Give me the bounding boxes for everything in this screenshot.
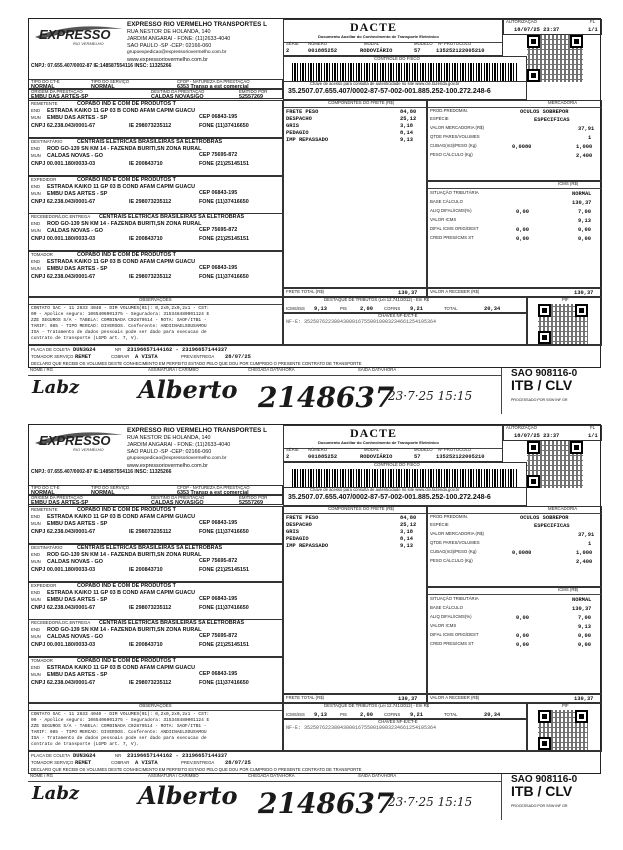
tomador-ie: IE 298073235112 (129, 274, 172, 280)
destinatario-cnpj: CNPJ 00.001.180/0033-03 (31, 161, 96, 167)
tomador-cep: CEP 06843-195 (199, 265, 238, 271)
tributos-box: DESTAQUE DE TRIBUTOS (Lei 12.741/2012) - Em R$ ICMS/ISS 9,13 PIS 2,00 COFINS 9,21 TOTAL 20,34 (283, 297, 527, 313)
frete-item-name: FRETE PESO (286, 109, 319, 115)
tomador-mun-label: MUN (31, 672, 41, 677)
recebedor-ie: IE 200843710 (129, 642, 163, 648)
tomador-mun: EMBU DAS ARTES - SP (47, 672, 108, 678)
itb-clv-label: ITB / CLV (511, 377, 573, 393)
company-cnpj: CNPJ: 07.655.407/0002-87 IE:148587554116 INSC: 11325266 (31, 63, 172, 69)
frete-item-name: PEDAGIO (286, 130, 309, 136)
party-remetente (29, 100, 283, 138)
tomador-end: ESTRADA KAIKO 11 GP 03 B COND AFAM CAPIM GUACU (47, 665, 196, 671)
numero-value: 001885252 (308, 48, 338, 54)
party-tomador (29, 657, 283, 703)
tomador-fone: FONE (11)37416650 (199, 680, 249, 686)
recebedor-mun-label: MUN (31, 634, 41, 639)
protocolo-value: 135252122005210 (436, 454, 485, 460)
observacoes-box: OBSERVAÇÕES CONTATO SAC - 11 2633 4040 - DIM VOLUMES(01): 0,2x0,2x0,2x1 - CST: 00 - Apolice seguro: 1065406001375 - Seguradora: 315348480001124 E ZZE SEGUROS S/A - TABELA: COMBINADA C02879514 - ROTA: SAOF/ITB1 - TARIF: 085 - TIPO MERCAD: DIVERSOS. Conferente: ANDIINAELSOUSAMOU ISA - Tratamento de dados pessoais pode ser dado para execucao de contrato de transporte (LGPD art. 7, V). (29, 703, 283, 751)
remetente-cep: CEP 06843-195 (199, 520, 238, 526)
expedidor-end: ESTRADA KAIKO 11 GP 03 B COND AFAM CAPIM GUACU (47, 590, 196, 596)
company-street: RUA NESTOR DE HOLANDA, 140 (127, 435, 211, 441)
chave-box: Chave de acesso para consulta de autenticidade no site www.cte.fazenda.gov.br 35.2507.07.655.407/0002-87-57-002-001.885.252-100.272.248-6 (283, 488, 527, 506)
doc-subtitle: Documento Auxiliar do Conhecimento de Transporte Eletrônico (318, 440, 439, 445)
expedidor-cep: CEP 06843-195 (199, 596, 238, 602)
company-district: JARDIM ANGARAI - FONE: (11)2633-4040 (127, 36, 231, 42)
valor-receber-value: 130,37 (574, 290, 594, 296)
autorizacao-box: AUTORIZAÇÃO FL 18/07/25 23:37 1/1 (503, 425, 602, 441)
handwritten-mark: 23·7·25 15:15 (388, 389, 473, 403)
icms-box: ICMS (R$) SITUAÇÃO TRIBUTÁRIA NORMAL BASE CÁLCULO 130,37 ALIQ DIFAL/ICMS(%) 0,00 7,00 VALOR ICMS 9,13 DIFAL ICMS ORIG/DEST 0,00 0,00 CRED PRES/ICMS ST 0,00 0,00 (427, 587, 602, 694)
frete-item-value: 84,80 (400, 515, 417, 521)
fisco-box: CONTROLE DO FISCO (283, 56, 527, 82)
destinatario-fone: FONE (21)25145151 (199, 161, 250, 167)
handwritten-mark: 2148637 (258, 381, 395, 414)
barcode (292, 469, 518, 487)
signature-area-bottom: NOME / RG ASSINATURA / CARIMBO CHEGADA DATA/HORA SAÍDA DATA/HORA SAO 908116-0 ITB / CLV PROCESSADO POR SSW INF GR Labz Alberto 2148637 23·7·25 15:15 (30, 773, 578, 820)
frete-item-name: FRETE PESO (286, 515, 319, 521)
remetente-end: ESTRADA KAIKO 11 GP 03 B COND AFAM CAPIM GUACU (47, 514, 196, 520)
destinatario-cnpj: CNPJ 00.001.180/0033-03 (31, 567, 96, 573)
modelo-value: 57 (414, 454, 421, 460)
tomador-ie: IE 298073235112 (129, 680, 172, 686)
company-cnpj: CNPJ: 07.655.407/0002-87 IE:148587554116 INSC: 11325266 (31, 469, 172, 475)
destinatario-label: DESTINATÁRIO (31, 545, 63, 550)
remetente-mun-label: MUN (31, 521, 41, 526)
expedidor-end-label: END (31, 590, 41, 595)
recebedor-cep: CEP 75695-872 (199, 633, 238, 639)
destinatario-name: CENTRAIS ELETRICAS BRASILEIRAS SA ELETROBRAS (77, 545, 223, 551)
destinatario-label: DESTINATÁRIO (31, 139, 63, 144)
recebedor-label: RECEBEDOR/LOC.ENTREGA (31, 214, 91, 219)
company-name: EXPRESSO RIO VERMELHO TRANSPORTES L (127, 427, 267, 434)
valor-receber: VALOR A RECEBER (R$) 130,37 (427, 288, 602, 297)
frete-item-value: 8,14 (400, 130, 413, 136)
tomador-name: COPABO IND E COM DE PRODUTOS T (77, 658, 176, 664)
remetente-name: COPABO IND E COM DE PRODUTOS T (77, 101, 176, 107)
tomador-label: TOMADOR (31, 658, 53, 663)
frete-item-name: DESPACHO (286, 522, 312, 528)
nfe-key: 35250762238043000167550010003234661254105364 (304, 319, 437, 325)
svg-text:EXPRESSO: EXPRESSO (39, 433, 111, 448)
placa-coleta: DUN3G24 (73, 753, 96, 759)
service-row-2: ORIGEM DA PRESTAÇÃO EMBU DAS ARTES-SP DESTINO DA PRESTAÇÃO CALDAS NOVAS/GO EMITIDO POR 52557269 (29, 89, 283, 99)
expedidor-mun: EMBU DAS ARTES - SP (47, 597, 108, 603)
modal-value: RODOVIÁRIO (360, 454, 393, 460)
protocolo-value: 135252122005210 (436, 48, 485, 54)
recebedor-mun: CALDAS NOVAS - GO (47, 228, 103, 234)
frete-item-value: 25,12 (400, 522, 417, 528)
footer-box: PLACA DE COLETA DUN3G24 NR 23196657144162 - 23196657144337 TOMADOR SERVIÇO REMET COBRAR A VISTA PREV.ENTREGA 28/07/25 DECLARO QUE RECEBI OS VOLUMES DESTE CONHECIMENTO EM PERFEITO ESTADO PELO QUE DOU POR CUMPRIDO O PRESENTE CONTRATO DE TRANSPORTE (29, 751, 602, 775)
expedidor-cnpj: CNPJ 62.238.043/0001-67 (31, 605, 96, 611)
frete-total-value: 130,37 (398, 290, 418, 296)
frete-total: FRETE TOTAL (R$) 130,37 (283, 694, 427, 703)
remetente-end-label: END (31, 108, 41, 113)
frete-total: FRETE TOTAL (R$) 130,37 (283, 288, 427, 297)
remetente-fone: FONE (11)37416650 (199, 529, 249, 535)
serie-value: 2 (286, 48, 290, 54)
handwritten-mark: Alberto (138, 781, 238, 810)
frete-item-value: 3,18 (400, 529, 413, 535)
expedidor-name: COPABO IND E COM DE PRODUTOS T (77, 583, 176, 589)
frete-item-value: 84,80 (400, 109, 417, 115)
company-logo (33, 429, 125, 453)
qr-code-top (527, 441, 583, 488)
serie-value: 2 (286, 454, 290, 460)
frete-item-value: 25,12 (400, 116, 417, 122)
autorizacao-box: AUTORIZAÇÃO FL 18/07/25 23:37 1/1 (503, 19, 602, 35)
destinatario-fone: FONE (21)25145151 (199, 567, 250, 573)
company-block (29, 425, 283, 485)
chave-acesso: 35.2507.07.655.407/0002-87-57-002-001.885.252-100.272.248-6 (288, 88, 491, 95)
chave-acesso: 35.2507.07.655.407/0002-87-57-002-001.885.252-100.272.248-6 (288, 494, 491, 501)
remetente-fone: FONE (11)37416650 (199, 123, 249, 129)
remetente-cnpj: CNPJ 62.238.043/0001-67 (31, 529, 96, 535)
expedidor-name: COPABO IND E COM DE PRODUTOS T (77, 177, 176, 183)
mercadoria-box: MERCADORIA PROD.PREDOMIN. OCULOS SOBREPOR ESPÉCIE ESPECIFICAS VALOR MERCADORIA (R$) 37,91 QTDE PARES/VOLUMES 1 CUBAG(m3)/PESO (Kg) 0,0080 1,000 PESO CÁLCULO (Kg) 2,400 (427, 100, 602, 181)
expedidor-mun-label: MUN (31, 191, 41, 196)
frete-item-name: DESPACHO (286, 116, 312, 122)
expedidor-cnpj: CNPJ 62.238.043/0001-67 (31, 199, 96, 205)
prev-entrega: 28/07/25 (225, 354, 251, 360)
service-row-2: ORIGEM DA PRESTAÇÃO EMBU DAS ARTES-SP DESTINO DA PRESTAÇÃO CALDAS NOVAS/GO EMITIDO POR 52557269 (29, 495, 283, 505)
mercadoria-box: MERCADORIA PROD.PREDOMIN. OCULOS SOBREPOR ESPÉCIE ESPECIFICAS VALOR MERCADORIA (R$) 37,91 QTDE PARES/VOLUMES 1 CUBAG(m3)/PESO (Kg) 0,0080 1,000 PESO CÁLCULO (Kg) 2,400 (427, 506, 602, 587)
sao-label: SAO 908116-0 (511, 368, 578, 379)
auth-value: 18/07/25 23:37 (514, 27, 560, 33)
party-destinatario (29, 138, 283, 176)
modal-value: RODOVIÁRIO (360, 48, 393, 54)
barcode (292, 63, 518, 81)
tomador-fone: FONE (11)37416650 (199, 274, 249, 280)
auth-value: 18/07/25 23:37 (514, 433, 560, 439)
company-email: grupoexpedicao@expressoriovermelho.com.br (127, 50, 227, 55)
handwritten-mark: 2148637 (258, 787, 395, 820)
handwritten-mark: Labz (32, 783, 80, 804)
destinatario-cep: CEP 75695-872 (199, 558, 238, 564)
tomador-end-label: END (31, 665, 41, 670)
frete-total-value: 130,37 (398, 696, 418, 702)
prev-entrega: 28/07/25 (225, 760, 251, 766)
recebedor-ie: IE 200843710 (129, 236, 163, 242)
party-expedidor (29, 176, 283, 214)
service-row-1: TIPO DO CT-E NORMAL TIPO DO SERVIÇO NORMAL CFOP - NATUREZA DA PRESTAÇÃO 6353 Transp a est comercial (29, 79, 283, 89)
tomador-end-label: END (31, 259, 41, 264)
frete-item-value: 9,13 (400, 137, 413, 143)
company-site: www.expressoriovermelho.com.br (127, 57, 208, 63)
expedidor-end: ESTRADA KAIKO 11 GP 03 B COND AFAM CAPIM GUACU (47, 184, 196, 190)
observacoes-box: OBSERVAÇÕES CONTATO SAC - 11 2633 4040 - DIM VOLUMES(01): 0,2x0,2x0,2x1 - CST: 00 - Apolice seguro: 1065406001375 - Seguradora: 315348480001124 E ZZE SEGUROS S/A - TABELA: COMBINADA C02879514 - ROTA: SAOF/ITB1 - TARIF: 085 - TIPO MERCAD: DIVERSOS. Conferente: ANDIINAELSOUSAMOU ISA - Tratamento de dados pessoais pode ser dado para execucao de contrato de transporte (LGPD art. 7, V). (29, 297, 283, 345)
numero-value: 001885252 (308, 454, 338, 460)
expedidor-fone: FONE (11)37416650 (199, 605, 249, 611)
frete-item-value: 3,18 (400, 123, 413, 129)
remetente-ie: IE 298073235112 (129, 123, 172, 129)
dacte-copy-top (28, 18, 601, 368)
service-row-1: TIPO DO CT-E NORMAL TIPO DO SERVIÇO NORMAL CFOP - NATUREZA DA PRESTAÇÃO 6353 Transp a est comercial (29, 485, 283, 495)
party-recebedor (29, 213, 283, 251)
frete-item-name: PEDAGIO (286, 536, 309, 542)
recebedor-name: CENTRAIS ELETRICAS BRASILEIRAS SA ELETROBRAS (99, 214, 245, 220)
remetente-label: REMETENTE (31, 507, 58, 512)
company-district: JARDIM ANGARAI - FONE: (11)2633-4040 (127, 442, 231, 448)
frete-item-name: IMP REPASSADO (286, 543, 329, 549)
page-value: 1/1 (588, 433, 598, 439)
recebedor-cnpj: CNPJ 00.001.180/0033-03 (31, 236, 96, 242)
expedidor-cep: CEP 06843-195 (199, 190, 238, 196)
company-logo (33, 23, 125, 47)
expedidor-label: EXPEDIDOR (31, 177, 57, 182)
destinatario-ie: IE 200843710 (129, 567, 163, 573)
dacte-copy-bottom (28, 424, 601, 774)
destinatario-end: ROD GO-139 SN KM 14 - FAZENDA BURITI,SN ZONA RURAL (47, 146, 202, 152)
company-city: SAO PAULO -SP -CEP: 02166-060 (127, 43, 212, 49)
expedidor-mun: EMBU DAS ARTES - SP (47, 191, 108, 197)
company-name: EXPRESSO RIO VERMELHO TRANSPORTES L (127, 21, 267, 28)
destinatario-mun: CALDAS NOVAS - GO (47, 559, 103, 565)
expedidor-fone: FONE (11)37416650 (199, 199, 249, 205)
expedidor-end-label: END (31, 184, 41, 189)
recebedor-end-label: END (31, 627, 41, 632)
frete-box: COMPONENTES DO FRETE (R$) FRETE PESO 84,80 DESPACHO 25,12 GRIS 3,18 PEDAGIO 8,14 IMP REPASSADO 9,13 (283, 506, 427, 694)
remetente-ie: IE 298073235112 (129, 529, 172, 535)
valor-receber-value: 130,37 (574, 696, 594, 702)
company-block (29, 19, 283, 79)
expedidor-ie: IE 298073235112 (129, 199, 172, 205)
remetente-mun: EMBU DAS ARTES - SP (47, 115, 108, 121)
remetente-label: REMETENTE (31, 101, 58, 106)
destinatario-mun-label: MUN (31, 153, 41, 158)
remetente-mun: EMBU DAS ARTES - SP (47, 521, 108, 527)
destinatario-end-label: END (31, 552, 41, 557)
party-tomador (29, 251, 283, 297)
nr-value: 23196657144162 - 23196657144337 (127, 347, 228, 353)
recebedor-fone: FONE (21)25145151 (199, 642, 250, 648)
destinatario-cep: CEP 75695-872 (199, 152, 238, 158)
tomador-mun: EMBU DAS ARTES - SP (47, 266, 108, 272)
page-value: 1/1 (588, 27, 598, 33)
svg-text:RIO VERMELHO: RIO VERMELHO (73, 447, 104, 452)
destinatario-mun-label: MUN (31, 559, 41, 564)
frete-item-name: IMP REPASSADO (286, 137, 329, 143)
pif-box: PIF (527, 297, 602, 345)
qr-code-pif (538, 710, 588, 750)
expedidor-label: EXPEDIDOR (31, 583, 57, 588)
destinatario-end: ROD GO-139 SN KM 14 - FAZENDA BURITI,SN ZONA RURAL (47, 552, 202, 558)
qr-code-pif (538, 304, 588, 344)
company-city: SAO PAULO -SP -CEP: 02166-060 (127, 449, 212, 455)
recebedor-end: ROD GO-139 SN KM 14 - FAZENDA BURITI,SN ZONA RURAL (47, 221, 202, 227)
company-email: grupoexpedicao@expressoriovermelho.com.br (127, 456, 227, 461)
remetente-cep: CEP 06843-195 (199, 114, 238, 120)
tomador-end: ESTRADA KAIKO 11 GP 03 B COND AFAM CAPIM GUACU (47, 259, 196, 265)
valor-receber: VALOR A RECEBER (R$) 130,37 (427, 694, 602, 703)
handwritten-mark: Labz (32, 377, 80, 398)
remetente-name: COPABO IND E COM DE PRODUTOS T (77, 507, 176, 513)
tomador-cnpj: CNPJ 62.238.043/0001-67 (31, 274, 96, 280)
tomador-cnpj: CNPJ 62.238.043/0001-67 (31, 680, 96, 686)
remetente-cnpj: CNPJ 62.238.043/0001-67 (31, 123, 96, 129)
doc-title: DACTE (350, 426, 398, 440)
handwritten-mark: Alberto (138, 375, 238, 404)
chaves-box: CHAVES NF-E/CT-E NF-E: 35250762238043000167550010003234661254105364 (283, 719, 527, 751)
recebedor-mun-label: MUN (31, 228, 41, 233)
nr-value: 23196657144162 - 23196657144337 (127, 753, 228, 759)
party-recebedor (29, 619, 283, 657)
frete-item-value: 8,14 (400, 536, 413, 542)
recebedor-cep: CEP 75695-872 (199, 227, 238, 233)
recebedor-fone: FONE (21)25145151 (199, 236, 250, 242)
tomador-name: COPABO IND E COM DE PRODUTOS T (77, 252, 176, 258)
tributos-box: DESTAQUE DE TRIBUTOS (Lei 12.741/2012) - Em R$ ICMS/ISS 9,13 PIS 2,00 COFINS 9,21 TOTAL 20,34 (283, 703, 527, 719)
footer-box: PLACA DE COLETA DUN3G24 NR 23196657144162 - 23196657144337 TOMADOR SERVIÇO REMET COBRAR A VISTA PREV.ENTREGA 28/07/25 DECLARO QUE RECEBI OS VOLUMES DESTE CONHECIMENTO EM PERFEITO ESTADO PELO QUE DOU POR CUMPRIDO O PRESENTE CONTRATO DE TRANSPORTE (29, 345, 602, 369)
destinatario-end-label: END (31, 146, 41, 151)
doc-subtitle: Documento Auxiliar do Conhecimento de Transporte Eletrônico (318, 34, 439, 39)
frete-item-name: GRIS (286, 529, 299, 535)
recebedor-name: CENTRAIS ELETRICAS BRASILEIRAS SA ELETROBRAS (99, 620, 245, 626)
placa-coleta: DUN3G24 (73, 347, 96, 353)
chave-box: Chave de acesso para consulta de autenticidade no site www.cte.fazenda.gov.br 35.2507.07.655.407/0002-87-57-002-001.885.252-100.272.248-6 (283, 82, 527, 100)
destinatario-name: CENTRAIS ELETRICAS BRASILEIRAS SA ELETROBRAS (77, 139, 223, 145)
recebedor-mun: CALDAS NOVAS - GO (47, 634, 103, 640)
recebedor-end-label: END (31, 221, 41, 226)
fisco-box: CONTROLE DO FISCO (283, 462, 527, 488)
dacte-header: DACTE Documento Auxiliar do Conhecimento de Transporte Eletrônico SÉRIE 2 NÚMERO 001885252 MODAL RODOVIÁRIO MODELO 57 Nº PROTOCOLO 135252122005210 (283, 425, 503, 462)
destinatario-mun: CALDAS NOVAS - GO (47, 153, 103, 159)
dacte-header: DACTE Documento Auxiliar do Conhecimento de Transporte Eletrônico SÉRIE 2 NÚMERO 001885252 MODAL RODOVIÁRIO MODELO 57 Nº PROTOCOLO 135252122005210 (283, 19, 503, 56)
party-destinatario (29, 544, 283, 582)
expedidor-mun-label: MUN (31, 597, 41, 602)
icms-box: ICMS (R$) SITUAÇÃO TRIBUTÁRIA NORMAL BASE CÁLCULO 130,37 ALIQ DIFAL/ICMS(%) 0,00 7,00 VALOR ICMS 9,13 DIFAL ICMS ORIG/DEST 0,00 0,00 CRED PRES/ICMS ST 0,00 0,00 (427, 181, 602, 288)
signature-area-top: NOME / RG ASSINATURA / CARIMBO CHEGADA DATA/HORA SAÍDA DATA/HORA SAO 908116-0 ITB / CLV PROCESSADO POR SSW INF GR Labz Alberto 2148637 23·7·25 15:15 (30, 367, 578, 414)
company-street: RUA NESTOR DE HOLANDA, 140 (127, 29, 211, 35)
party-remetente (29, 506, 283, 544)
chaves-box: CHAVES NF-E/CT-E NF-E: 35250762238043000167550010003234661254105364 (283, 313, 527, 345)
frete-item-value: 9,13 (400, 543, 413, 549)
recebedor-end: ROD GO-139 SN KM 14 - FAZENDA BURITI,SN ZONA RURAL (47, 627, 202, 633)
remetente-end-label: END (31, 514, 41, 519)
remetente-end: ESTRADA KAIKO 11 GP 03 B COND AFAM CAPIM GUACU (47, 108, 196, 114)
qr-code-top (527, 35, 583, 82)
tomador-mun-label: MUN (31, 266, 41, 271)
recebedor-label: RECEBEDOR/LOC.ENTREGA (31, 620, 91, 625)
sao-label: SAO 908116-0 (511, 774, 578, 785)
destinatario-ie: IE 200843710 (129, 161, 163, 167)
svg-text:RIO VERMELHO: RIO VERMELHO (73, 41, 104, 46)
svg-text:EXPRESSO: EXPRESSO (39, 27, 111, 42)
frete-box: COMPONENTES DO FRETE (R$) FRETE PESO 84,80 DESPACHO 25,12 GRIS 3,18 PEDAGIO 8,14 IMP REPASSADO 9,13 (283, 100, 427, 288)
recebedor-cnpj: CNPJ 00.001.180/0033-03 (31, 642, 96, 648)
doc-title: DACTE (350, 20, 398, 34)
tomador-cep: CEP 06843-195 (199, 671, 238, 677)
pif-box: PIF (527, 703, 602, 751)
party-expedidor (29, 582, 283, 620)
itb-clv-label: ITB / CLV (511, 783, 573, 799)
expedidor-ie: IE 298073235112 (129, 605, 172, 611)
remetente-mun-label: MUN (31, 115, 41, 120)
modelo-value: 57 (414, 48, 421, 54)
company-site: www.expressoriovermelho.com.br (127, 463, 208, 469)
frete-item-name: GRIS (286, 123, 299, 129)
handwritten-mark: 23·7·25 15:15 (388, 795, 473, 809)
nfe-key: 35250762238043000167550010003234661254105364 (304, 725, 437, 731)
tomador-label: TOMADOR (31, 252, 53, 257)
